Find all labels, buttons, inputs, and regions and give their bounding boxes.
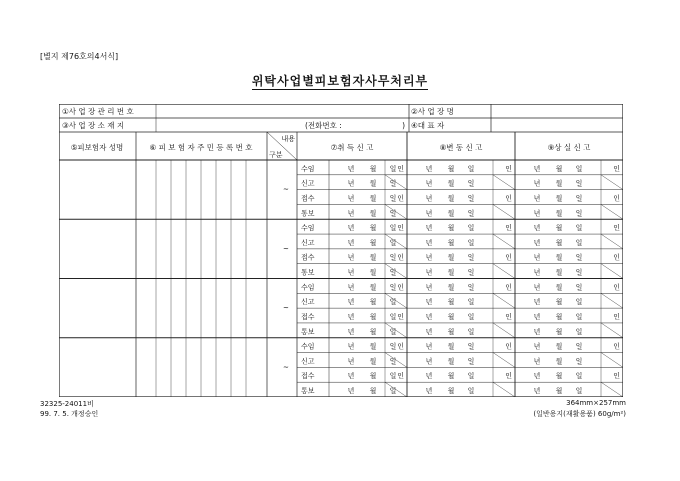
day-label: 일: [575, 312, 583, 321]
biz-name-label: ②사 업 장 명: [411, 107, 454, 116]
year-label: 년: [425, 298, 433, 307]
seal-label: 인: [613, 283, 620, 292]
col-diag-bottom: 구분: [269, 151, 283, 159]
year-label: 년: [347, 224, 355, 233]
paper-type: (일반용지(재활용품) 60g/m²): [533, 410, 626, 418]
year-label: 년: [347, 268, 355, 277]
day-label: 일: [467, 298, 475, 307]
row-type-label: 접수: [301, 253, 315, 262]
seal-diagonal: [601, 323, 623, 338]
day-label: 일: [389, 298, 397, 307]
row-type-label: 통보: [301, 387, 315, 395]
year-label: 년: [533, 327, 541, 336]
day-label: 일: [467, 194, 475, 203]
day-label: 일: [575, 238, 583, 247]
year-label: 년: [347, 327, 355, 336]
year-label: 년: [533, 283, 541, 292]
month-label: 월: [447, 209, 455, 218]
month-label: 월: [369, 298, 377, 307]
seal-label: 인: [505, 164, 512, 173]
month-label: 월: [369, 342, 377, 351]
col-loss-label: ⑨상 실 신 고: [547, 143, 591, 152]
month-label: 월: [447, 312, 455, 321]
seal-label: 인: [505, 194, 512, 203]
day-label: 일: [575, 283, 583, 292]
day-label: 일: [575, 298, 583, 307]
month-label: 월: [555, 283, 563, 292]
row-type-label: 통보: [301, 327, 315, 336]
month-label: 월: [447, 268, 455, 277]
seal-label: 인: [505, 342, 512, 351]
day-label: 일: [575, 327, 583, 336]
form-code: 32325-24011비: [40, 400, 94, 408]
year-label: 년: [425, 253, 433, 262]
month-label: 월: [447, 327, 455, 336]
year-label: 년: [425, 372, 433, 381]
year-label: 년: [425, 224, 433, 233]
phone-close: ): [402, 121, 405, 130]
month-label: 월: [447, 194, 455, 203]
day-label: 일: [467, 387, 475, 395]
year-label: 년: [533, 357, 541, 366]
seal-diagonal: [493, 175, 515, 190]
day-label: 일: [467, 372, 475, 381]
seal-label: 인: [613, 164, 620, 173]
month-label: 월: [369, 209, 377, 218]
seal-label: 인: [505, 224, 512, 233]
seal-diagonal: [493, 382, 515, 397]
seal-diagonal: [601, 234, 623, 249]
year-label: 년: [347, 164, 355, 173]
seal-label: 인: [505, 312, 512, 321]
year-label: 년: [347, 179, 355, 188]
month-label: 월: [369, 372, 377, 381]
year-label: 년: [425, 209, 433, 218]
year-label: 년: [425, 179, 433, 188]
year-label: 년: [533, 372, 541, 381]
day-label: 일: [575, 209, 583, 218]
day-label: 일: [575, 372, 583, 381]
day-label: 일: [575, 342, 583, 351]
year-label: 년: [533, 238, 541, 247]
year-label: 년: [533, 312, 541, 321]
seal-label: 인: [397, 224, 404, 233]
year-label: 년: [425, 283, 433, 292]
year-label: 년: [425, 268, 433, 277]
day-label: 일: [575, 387, 583, 395]
range-mark: ~: [283, 244, 289, 253]
month-label: 월: [369, 357, 377, 366]
year-label: 년: [347, 387, 355, 395]
day-label: 일: [467, 164, 475, 173]
day-label: 일: [389, 327, 397, 336]
rep-label: ④대 표 자: [411, 121, 445, 130]
year-label: 년: [533, 224, 541, 233]
row-type-label: 수임: [301, 342, 315, 351]
year-label: 년: [347, 372, 355, 381]
row-type-label: 신고: [301, 179, 315, 188]
month-label: 월: [447, 238, 455, 247]
col-diag-top: 내용: [281, 135, 295, 143]
row-type-label: 신고: [301, 298, 315, 307]
month-label: 월: [555, 342, 563, 351]
year-label: 년: [425, 238, 433, 247]
month-label: 월: [447, 224, 455, 233]
col-rrn-label: ⑥ 피 보 험 자 주 민 등 록 번 호: [149, 143, 253, 152]
year-label: 년: [533, 387, 541, 395]
year-label: 년: [425, 327, 433, 336]
day-label: 일: [389, 342, 397, 351]
year-label: 년: [425, 357, 433, 366]
row-type-label: 접수: [301, 372, 315, 381]
day-label: 일: [575, 357, 583, 366]
month-label: 월: [447, 253, 455, 262]
seal-diagonal: [601, 264, 623, 279]
biz-no-label: ①사 업 장 관 리 번 호: [62, 107, 134, 116]
day-label: 일: [467, 268, 475, 277]
day-label: 일: [467, 312, 475, 321]
day-label: 일: [467, 342, 475, 351]
approval-note: 99. 7. 5. 개정승인: [40, 410, 99, 418]
col-change-label: ⑧변 동 신 고: [439, 143, 483, 152]
year-label: 년: [347, 298, 355, 307]
day-label: 일: [389, 312, 397, 321]
day-label: 일: [389, 224, 397, 233]
seal-label: 인: [397, 253, 404, 262]
year-label: 년: [533, 164, 541, 173]
year-label: 년: [425, 164, 433, 173]
seal-label: 인: [397, 283, 404, 292]
month-label: 월: [555, 357, 563, 366]
month-label: 월: [447, 357, 455, 366]
year-label: 년: [533, 209, 541, 218]
row-type-label: 통보: [301, 209, 315, 218]
day-label: 일: [389, 357, 397, 366]
row-type-label: 수임: [301, 224, 315, 233]
month-label: 월: [369, 179, 377, 188]
month-label: 월: [555, 312, 563, 321]
month-label: 월: [369, 327, 377, 336]
month-label: 월: [369, 194, 377, 203]
row-type-label: 신고: [301, 357, 315, 366]
year-label: 년: [533, 342, 541, 351]
year-label: 년: [533, 298, 541, 307]
day-label: 일: [575, 194, 583, 203]
year-label: 년: [425, 342, 433, 351]
month-label: 월: [555, 327, 563, 336]
seal-label: 인: [505, 253, 512, 262]
month-label: 월: [447, 387, 455, 395]
month-label: 월: [447, 298, 455, 307]
records-table: [59, 104, 623, 397]
year-label: 년: [347, 357, 355, 366]
month-label: 월: [555, 372, 563, 381]
seal-label: 인: [397, 164, 404, 173]
seal-diagonal: [601, 353, 623, 368]
day-label: 일: [389, 194, 397, 203]
month-label: 월: [447, 164, 455, 173]
day-label: 일: [389, 209, 397, 218]
seal-label: 인: [613, 224, 620, 233]
month-label: 월: [555, 268, 563, 277]
form-title: 위탁사업별피보험자사무처리부: [251, 74, 429, 88]
row-type-label: 접수: [301, 194, 315, 203]
month-label: 월: [555, 224, 563, 233]
year-label: 년: [533, 268, 541, 277]
range-mark: ~: [283, 185, 289, 194]
month-label: 월: [447, 372, 455, 381]
seal-label: 인: [613, 253, 620, 262]
day-label: 일: [389, 387, 397, 395]
seal-label: 인: [397, 194, 404, 203]
day-label: 일: [467, 224, 475, 233]
seal-label: 인: [505, 283, 512, 292]
day-label: 일: [467, 179, 475, 188]
month-label: 월: [447, 179, 455, 188]
seal-label: 인: [397, 372, 404, 381]
year-label: 년: [425, 194, 433, 203]
phone-label: (전화번호 :: [305, 121, 342, 130]
seal-diagonal: [493, 264, 515, 279]
day-label: 일: [389, 238, 397, 247]
month-label: 월: [369, 224, 377, 233]
row-type-label: 신고: [301, 238, 315, 247]
month-label: 월: [369, 164, 377, 173]
seal-label: 인: [613, 194, 620, 203]
year-label: 년: [425, 387, 433, 395]
day-label: 일: [389, 179, 397, 188]
seal-label: 인: [397, 312, 404, 321]
seal-diagonal: [601, 204, 623, 219]
month-label: 월: [369, 312, 377, 321]
row-type-label: 접수: [301, 312, 315, 321]
month-label: 월: [555, 164, 563, 173]
day-label: 일: [389, 372, 397, 381]
seal-diagonal: [601, 382, 623, 397]
month-label: 월: [555, 194, 563, 203]
day-label: 일: [575, 164, 583, 173]
day-label: 일: [389, 268, 397, 277]
year-label: 년: [347, 209, 355, 218]
address-label: ③사 업 장 소 재 지: [62, 121, 125, 130]
seal-diagonal: [601, 175, 623, 190]
day-label: 일: [389, 283, 397, 292]
col-name-label: ⑤피보험자 성명: [70, 143, 124, 152]
month-label: 월: [447, 283, 455, 292]
day-label: 일: [575, 253, 583, 262]
day-label: 일: [467, 283, 475, 292]
month-label: 월: [369, 238, 377, 247]
seal-diagonal: [601, 293, 623, 308]
seal-label: 인: [613, 312, 620, 321]
year-label: 년: [425, 312, 433, 321]
month-label: 월: [369, 387, 377, 395]
seal-diagonal: [493, 234, 515, 249]
year-label: 년: [347, 253, 355, 262]
paper-size: 364mm×257mm: [566, 399, 626, 407]
month-label: 월: [447, 342, 455, 351]
year-label: 년: [347, 342, 355, 351]
day-label: 일: [467, 238, 475, 247]
table-text: [62, 106, 620, 395]
month-label: 월: [555, 209, 563, 218]
seal-label: 인: [397, 342, 404, 351]
row-type-label: 수임: [301, 164, 315, 173]
year-label: 년: [347, 312, 355, 321]
day-label: 일: [467, 209, 475, 218]
day-label: 일: [575, 179, 583, 188]
seal-diagonal: [493, 204, 515, 219]
seal-label: 인: [613, 342, 620, 351]
seal-diagonal: [493, 353, 515, 368]
form-number: [별지 제76호의4서식]: [40, 52, 119, 61]
month-label: 월: [369, 268, 377, 277]
month-label: 월: [555, 238, 563, 247]
day-label: 일: [467, 253, 475, 262]
seal-label: 인: [613, 372, 620, 381]
month-label: 월: [555, 387, 563, 395]
day-label: 일: [389, 253, 397, 262]
day-label: 일: [575, 268, 583, 277]
col-acquire-label: ⑦취 득 신 고: [330, 143, 374, 152]
range-mark: ~: [283, 304, 289, 313]
month-label: 월: [555, 298, 563, 307]
day-label: 일: [575, 224, 583, 233]
row-type-label: 통보: [301, 268, 315, 277]
month-label: 월: [555, 253, 563, 262]
seal-diagonal: [493, 323, 515, 338]
year-label: 년: [347, 238, 355, 247]
day-label: 일: [467, 327, 475, 336]
day-label: 일: [467, 357, 475, 366]
seal-diagonal: [493, 293, 515, 308]
month-label: 월: [369, 253, 377, 262]
seal-label: 인: [505, 372, 512, 381]
year-label: 년: [347, 283, 355, 292]
month-label: 월: [369, 283, 377, 292]
year-label: 년: [533, 179, 541, 188]
row-type-label: 수임: [301, 283, 315, 292]
year-label: 년: [347, 194, 355, 203]
day-label: 일: [389, 164, 397, 173]
month-label: 월: [555, 179, 563, 188]
range-mark: ~: [283, 363, 289, 372]
year-label: 년: [533, 194, 541, 203]
year-label: 년: [533, 253, 541, 262]
